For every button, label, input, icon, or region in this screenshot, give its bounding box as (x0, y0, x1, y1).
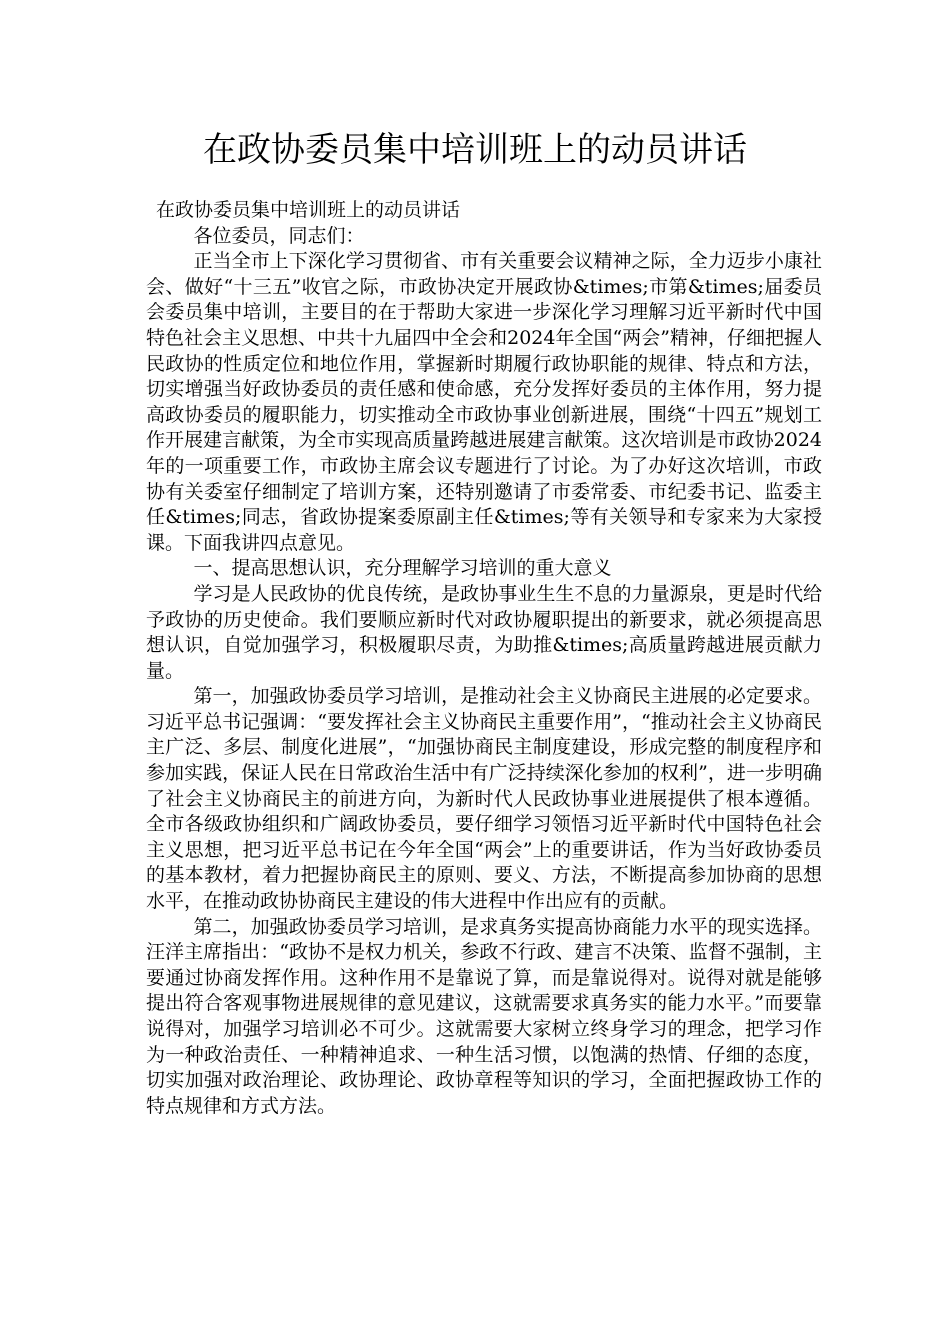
document-title: 在政协委员集中培训班上的动员讲话 (203, 130, 747, 170)
document-subtitle: 在政协委员集中培训班上的动员讲话 (156, 199, 461, 221)
paragraph-second-point: 第二，加强政协委员学习培训，是求真务实提高协商能力水平的现实选择。汪洋主席指出：“政协不是权力机关，参政不行政、建言不决策、监督不强制，主要通过协商发挥作用。这种作用不是靠说了算，而是靠说得对。说得对就是能够提出符合客观事物进展规律的意见建议，这就需要求真务实的能力水平。”而要靠说得对，加强学习培训必不可少。这就需要大家树立终身学习的理念，把学习作为一种政治责任、一种精神追求、一种生活习惯，以饱满的热情、仔细的态度，切实加强对政治理论、政协理论、政协章程等知识的学习，全面把握政协工作的特点规律和方式方法。 (146, 915, 822, 1117)
section-heading-1: 一、提高思想认识，充分理解学习培训的重大意义 (193, 557, 612, 580)
paragraph-study-tradition: 学习是人民政协的优良传统，是政协事业生生不息的力量源泉，更是时代给予政协的历史使命。我们要顺应新时代对政协履职提出的新要求，就必须提高思想认识，自觉加强学习，积极履职尽责，为助推&times;高质量跨越进展贡献力量。 (146, 582, 822, 682)
document-body (146, 198, 822, 1119)
paragraph-intro: 正当全市上下深化学习贯彻省、市有关重要会议精神之际，全力迈步小康社会、做好“十三五”收官之际，市政协决定开展政协&times;市第&times;届委员会委员集中培训，主要目的在于帮助大家进一步深化学习理解习近平新时代中国特色社会主义思想、中共十九届四中全会和2024年全国“两会”精神，仔细把握人民政协的性质定位和地位作用，掌握新时期履行政协职能的规律、特点和方法，切实增强当好政协委员的责任感和使命感，充分发挥好委员的主体作用，努力提高政协委员的履职能力，切实推动全市政协事业创新进展，围绕“十四五”规划工作开展建言献策，为全市实现高质量跨越进展建言献策。这次培训是市政协2024年的一项重要工作，市政协主席会议专题进行了讨论。为了办好这次培训，市政协有关委室仔细制定了培训方案，还特别邀请了市委常委、市纪委书记、监委主任&times;同志，省政协提案委原副主任&times;等有关领导和专家来为大家授课。下面我讲四点意见。 (146, 250, 822, 554)
paragraph-first-point: 第一，加强政协委员学习培训，是推动社会主义协商民主进展的必定要求。习近平总书记强调：“要发挥社会主义协商民主重要作用”，“推动社会主义协商民主广泛、多层、制度化进展”，“加强协商民主制度建设，形成完整的制度程序和参加实践，保证人民在日常政治生活中有广泛持续深化参加的权利”，进一步明确了社会主义协商民主的前进方向，为新时代人民政协事业进展提供了根本遵循。全市各级政协组织和广阔政协委员，要仔细学习领悟习近平新时代中国特色社会主义思想，把习近平总书记在今年全国“两会”上的重要讲话，作为当好政协委员的基本教材，着力把握协商民主的原则、要义、方法，不断提高参加协商的思想水平，在推动政协协商民主建设的伟大进程中作出应有的贡献。 (146, 685, 822, 913)
salutation: 各位委员，同志们： (193, 224, 365, 247)
